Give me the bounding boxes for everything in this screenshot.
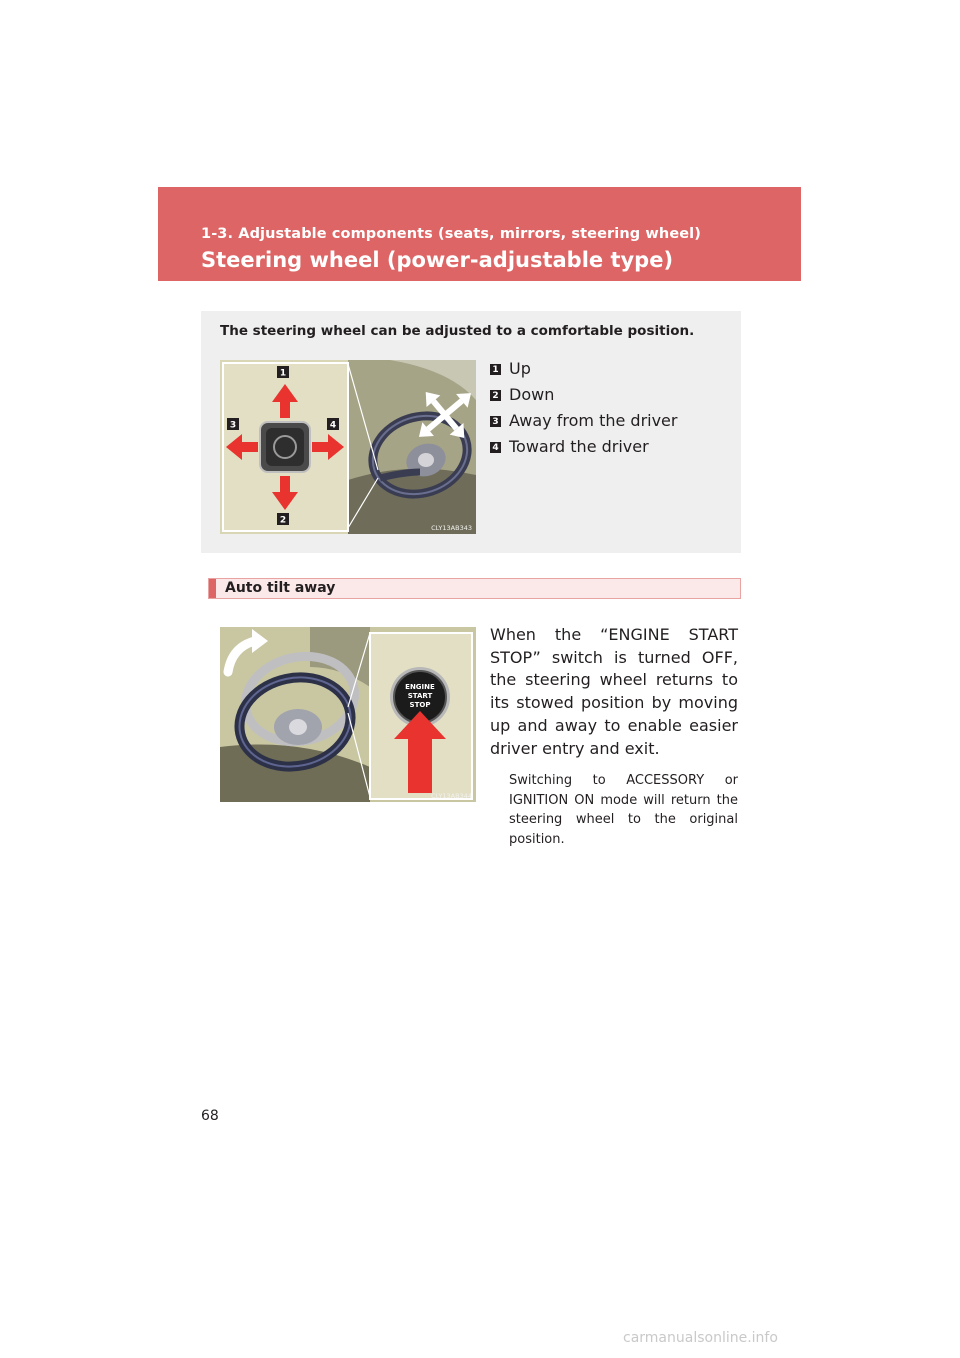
figure-code: CLY13AB344 (431, 792, 472, 800)
legend-label: Toward the driver (509, 436, 649, 456)
figure-code: CLY13AB343 (431, 524, 472, 532)
auto-tilt-body: When the “ENGINE START STOP” switch is turned OFF, the steering wheel returns to its stowed position by moving up and away to enable easier driver entry and exit. (490, 625, 738, 758)
page-number: 68 (201, 1108, 219, 1124)
button-text-stop: STOP (409, 701, 431, 709)
callout-4: 4 (329, 420, 337, 431)
callout-1: 1 (279, 368, 287, 379)
button-text-start: START (407, 692, 433, 700)
callout-3: 3 (229, 420, 237, 431)
legend-number: 1 (490, 364, 501, 375)
legend-item (490, 381, 677, 407)
legend-label: Away from the driver (509, 410, 678, 430)
subsection-heading (208, 578, 741, 599)
page-title: Steering wheel (power-adjustable type) (201, 248, 674, 272)
legend-number: 3 (490, 416, 501, 427)
legend-item (490, 433, 677, 459)
button-text-engine: ENGINE (405, 683, 435, 691)
intro-text: The steering wheel can be adjusted to a comfortable position. (220, 323, 695, 339)
legend-item (490, 407, 677, 433)
steering-adjust-illustration (220, 360, 476, 534)
subsection-title: Auto tilt away (225, 580, 336, 596)
legend-list (490, 355, 677, 459)
legend-number: 2 (490, 390, 501, 401)
steering-adjust-figure (220, 360, 476, 534)
legend-number: 4 (490, 442, 501, 453)
legend-item (490, 355, 677, 381)
legend-label: Down (509, 384, 555, 404)
callout-2: 2 (279, 515, 287, 526)
auto-tilt-figure (220, 627, 476, 802)
auto-tilt-note: Switching to ACCESSORY or IGNITION ON mode will return the steering wheel to the original position. (509, 773, 738, 847)
heading-accent-bar (209, 579, 216, 598)
auto-tilt-illustration (220, 627, 476, 802)
watermark: carmanualsonline.info (623, 1330, 778, 1346)
legend-label: Up (509, 358, 531, 378)
section-label: 1-3. Adjustable components (seats, mirrors, steering wheel) (201, 226, 701, 242)
